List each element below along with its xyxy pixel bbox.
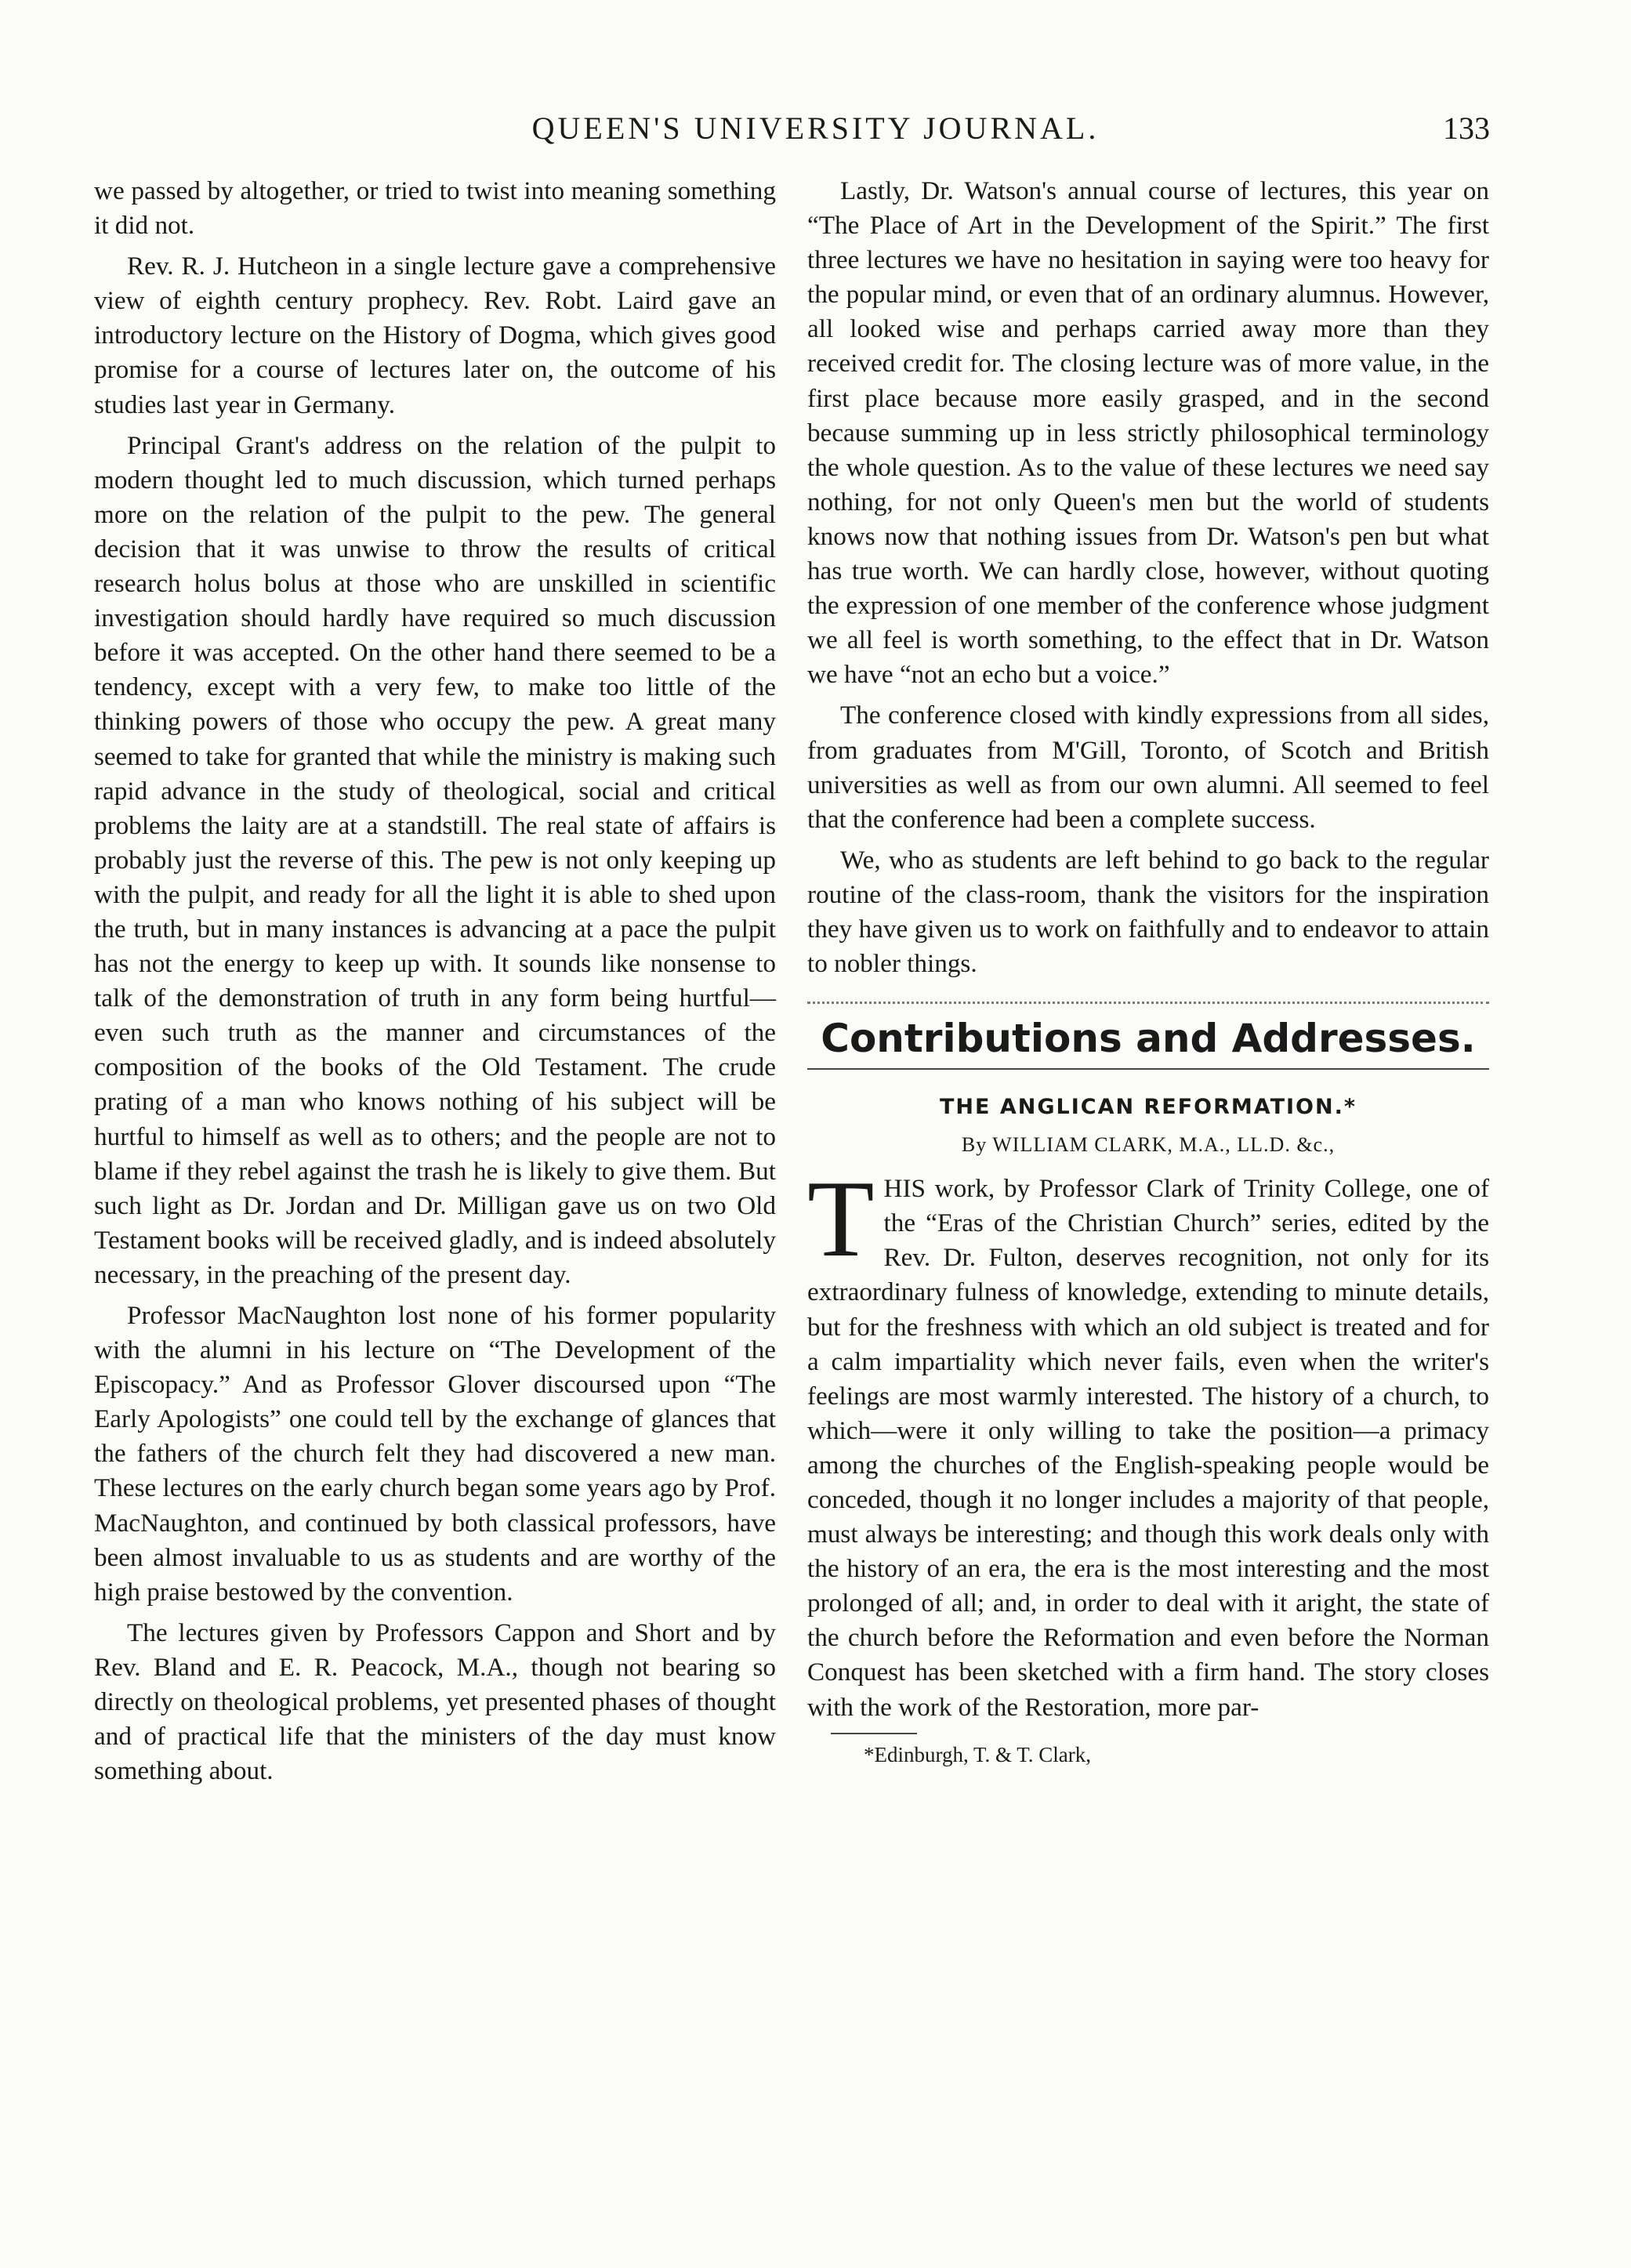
paragraph: The lectures given by Professors Cappon and Short and by Rev. Bland and E. R. Peacock, M.A., though not bearing so directly on theological problems, yet presented phases of thought and of practical life that the ministers of the day must know something about. bbox=[94, 1618, 776, 1786]
drop-cap: T bbox=[807, 1158, 875, 1281]
left-column bbox=[94, 174, 776, 1795]
right-column bbox=[807, 174, 1489, 1775]
article-body-text: HIS work, by Professor Clark of Trinity College, one of the “Eras of the Christian Church” series, edited by the Rev. Dr. Fulton, deserves recognition, not only for its extraordinary fulness of knowledge, extending to minute details, but for the freshness with which an old subject is treated and for a calm impartiality which never fails, even when the writer's feelings are most warmly interested. The history of a church, to which—were it only willing to take the position—a primacy among the churches of the English-speaking people would be conceded, though it no longer includes a majority of that people, must always be interesting; and though this work deals only with the history of an era, the era is the most interesting and the most prolonged of all; and, in order to deal with it aright, the state of the church before the Reformation and even before the Norman Conquest has been sketched with a firm hand. The story closes with the work of the Restoration, more par- bbox=[807, 1174, 1489, 1722]
article-byline: By WILLIAM CLARK, M.A., LL.D. &c., bbox=[961, 1133, 1336, 1157]
paragraph: Lastly, Dr. Watson's annual course of lectures, this year on “The Place of Art in the Development of the Spirit.” The first three lectures we have no hesitation in saying were too heavy for the popular mind, or even that of an ordinary alumnus. However, all looked wise and perhaps carried away more than they received credit for. The closing lecture was of more value, in the first place because more easily grasped, and in the second because summing up in less strictly philosophical terminology the whole question. As to the value of these lectures we need say nothing, for not only Queen's men but the world of students knows now that nothing issues from Dr. Watson's pen but what has true worth. We can hardly close, however, without quoting the expression of one member of the conference whose judgment we all feel is worth something, to the effect that in Dr. Watson we have “not an echo but a voice.” bbox=[807, 176, 1489, 690]
paragraph: We, who as students are left behind to go back to the regular routine of the class-room, thank the visitors for the inspiration they have given us to work on faithfully and to endeavor to attain to nobler things. bbox=[807, 845, 1489, 979]
paragraph: Principal Grant's address on the relation of the pulpit to modern thought led to much discussion, which turned perhaps more on the relation of the pulpit to the pew. The general decision that it was unwise to throw the results of critical research holus bolus at those who are unskilled in scientific investigation should hardly have required so much discussion before it was accepted. On the other hand there seemed to be a tendency, except with a very few, to make too little of the thinking powers of those who occupy the pew. A great many seemed to take for granted that while the ministry is making such rapid advance in the study of theological, social and critical problems the laity are at a standstill. The real state of affairs is probably just the reverse of this. The pew is not only keeping up with the pulpit, and ready for all the light it is able to shed upon the truth, but in many instances is advancing at a pace the pulpit has not the energy to keep up with. It sounds like nonsense to talk of the demonstration of truth in any form being hurtful—even such truth as the manner and circumstances of the composition of the books of the Old Testament. The crude prating of a man who knows nothing of his subject will be hurtful to himself as well as to others; and the people are not to blame if they rebel against the trash he is likely to give them. But such light as Dr. Jordan and Dr. Milligan gave us on two Old Testament books will be received gladly, and is indeed absolutely necessary, in the preaching of the present day. bbox=[94, 430, 776, 1289]
footnote: *Edinburgh, T. & T. Clark, bbox=[864, 1742, 1091, 1766]
section-heading: Contributions and Addresses. bbox=[821, 1016, 1476, 1062]
heading-rule bbox=[807, 1068, 1489, 1070]
article-title: THE ANGLICAN REFORMATION.* bbox=[940, 1095, 1357, 1120]
paragraph: Professor MacNaughton lost none of his former popularity with the alumni in his lecture on “The Development of the Episcopacy.” And as Professor Glover discoursed upon “The Early Apologists” one could tell by the exchange of glances that the fathers of the church felt they had discovered a new man. These lectures on the early church began some years ago by Prof. MacNaughton, and continued by both classical professors, have been almost invaluable to us as students and are worthy of the high praise bestowed by the convention. bbox=[94, 1301, 776, 1607]
page-number: 133 bbox=[1443, 111, 1490, 146]
paragraph: Rev. R. J. Hutcheon in a single lecture gave a comprehensive view of eighth century prophecy. Rev. Robt. Laird gave an introductory lecture on the History of Dogma, which gives good promise for a course of lectures later on, the outcome of his studies last year in Germany. bbox=[94, 252, 776, 419]
paragraph: The conference closed with kindly expressions from all sides, from graduates from M'Gill, Toronto, of Scotch and British universities as well as from our own alumni. All seemed to feel that the conference had been a complete success. bbox=[807, 701, 1489, 834]
paragraph: we passed by altogether, or tried to twist into meaning something it did not. bbox=[94, 176, 776, 241]
running-title: QUEEN'S UNIVERSITY JOURNAL. bbox=[531, 111, 1100, 146]
section-divider bbox=[807, 1002, 1489, 1004]
article-body bbox=[807, 1158, 1489, 1725]
footnote-rule bbox=[831, 1733, 917, 1734]
